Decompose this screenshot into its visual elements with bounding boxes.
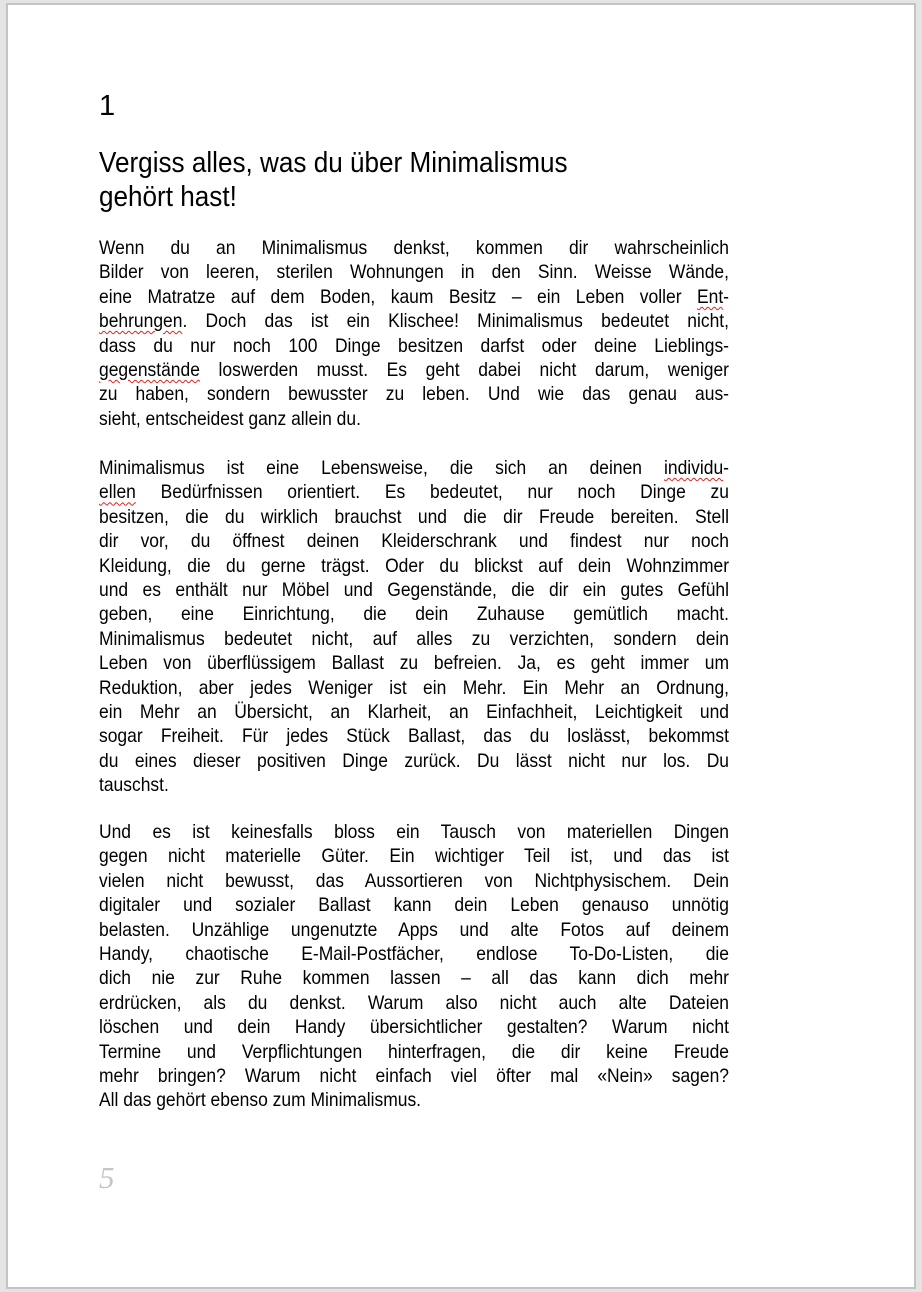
chapter-number: 1	[99, 90, 116, 122]
text-segment: digitaler und sozialer Ballast kann dein Leben genauso unnötig	[99, 894, 729, 917]
text-line	[99, 893, 729, 917]
text-line	[99, 844, 729, 868]
text-segment: Handy, chaotische E-Mail-Postfächer, endlose To-Do-Listen, die	[99, 942, 729, 965]
text-segment: mehr bringen? Warum nicht einfach viel öfter mal «Nein» sagen?	[99, 1064, 729, 1087]
text-segment: sieht, entscheidest ganz allein du.	[99, 407, 361, 430]
spellcheck-flagged-word[interactable]: ellen	[99, 481, 136, 504]
text-segment: du eines dieser positiven Dinge zurück. Du lässt nicht nur los. Du	[99, 749, 729, 772]
text-segment: Termine und Verpflichtungen hinterfragen, die dir keine Freude	[99, 1040, 729, 1063]
text-segment: Wenn du an Minimalismus denkst, kommen dir wahrscheinlich	[99, 237, 729, 259]
text-segment: Und es ist keinesfalls bloss ein Tausch von materiellen Dingen	[99, 821, 729, 843]
text-segment: -	[723, 457, 729, 479]
text-segment: vielen nicht bewusst, das Aussortieren von Nichtphysischem. Dein	[99, 869, 729, 892]
text-segment: tauschst.	[99, 774, 169, 797]
text-segment: -	[723, 285, 729, 308]
text-segment: zu haben, sondern bewusster zu leben. Und wie das genau aus-	[99, 383, 729, 406]
chapter-title-line: Vergiss alles, was du über Minimalismus	[99, 147, 568, 179]
text-segment: gegen nicht materielle Güter. Ein wichtiger Teil ist, und das ist	[99, 845, 729, 868]
text-segment: loswerden musst. Es geht dabei nicht darum, weniger	[199, 358, 729, 381]
text-segment: Minimalismus bedeutet nicht, auf alles zu verzichten, sondern dein	[99, 627, 729, 650]
page-number: 5	[99, 1160, 115, 1195]
paragraph-3	[99, 820, 729, 1113]
text-segment: . Doch das ist ein Klischee! Minimalismus bedeutet nicht,	[182, 310, 729, 333]
spellcheck-flagged-word[interactable]: Ent	[696, 285, 724, 308]
text-segment: sogar Freiheit. Für jedes Stück Ballast, das du loslässt, bekommst	[99, 725, 729, 748]
text-line	[99, 602, 729, 626]
text-line	[99, 966, 729, 990]
paragraph-1	[99, 236, 729, 431]
text-segment: Kleidung, die du gerne trägst. Oder du blickst auf dein Wohnzimmer	[99, 554, 729, 577]
text-line	[99, 309, 729, 333]
text-segment: und es enthält nur Möbel und Gegenstände, die dir ein gutes Gefühl	[99, 578, 729, 601]
text-line	[99, 1015, 729, 1039]
text-line	[99, 700, 729, 724]
text-line	[99, 651, 729, 675]
text-line	[99, 1040, 729, 1064]
text-line	[99, 942, 729, 966]
text-line	[99, 1088, 729, 1112]
spellcheck-flagged-word[interactable]: behrungen	[99, 310, 183, 333]
text-segment: belasten. Unzählige ungenutzte Apps und alte Fotos auf deinem	[99, 918, 729, 941]
text-segment: dir vor, du öffnest deinen Kleiderschrank und findest nur noch	[99, 530, 729, 553]
spellcheck-flagged-word[interactable]: individu	[663, 457, 724, 479]
paragraph-2	[99, 456, 729, 797]
text-line	[99, 334, 729, 358]
text-line	[99, 529, 729, 553]
text-segment: dass du nur noch 100 Dinge besitzen darfst oder deine Lieblings-	[99, 334, 729, 357]
text-line	[99, 1064, 729, 1088]
text-line	[99, 285, 729, 309]
document-page	[6, 3, 916, 1289]
text-line	[99, 554, 729, 578]
text-segment: Bedürfnissen orientiert. Es bedeutet, nur noch Dinge zu	[135, 481, 729, 504]
text-line	[99, 236, 729, 260]
spellcheck-flagged-word[interactable]: gegenstände	[99, 358, 200, 381]
text-segment: geben, eine Einrichtung, die dein Zuhause gemütlich macht.	[99, 603, 729, 626]
text-segment: dich nie zur Ruhe kommen lassen – all das kann dich mehr	[99, 967, 729, 990]
text-segment: besitzen, die du wirklich brauchst und die dir Freude bereiten. Stell	[99, 505, 729, 528]
text-line	[99, 358, 729, 382]
text-segment: Minimalismus ist eine Lebensweise, die sich an deinen	[99, 457, 664, 479]
text-line	[99, 382, 729, 406]
text-line	[99, 456, 729, 480]
text-line	[99, 676, 729, 700]
text-line	[99, 820, 729, 844]
text-line	[99, 869, 729, 893]
chapter-title-line: gehört hast!	[99, 181, 237, 213]
text-line	[99, 505, 729, 529]
text-line	[99, 578, 729, 602]
text-segment: ein Mehr an Übersicht, an Klarheit, an Einfachheit, Leichtigkeit und	[99, 700, 729, 723]
text-line	[99, 918, 729, 942]
text-segment: Leben von überflüssigem Ballast zu befreien. Ja, es geht immer um	[99, 652, 729, 675]
text-line	[99, 480, 729, 504]
text-line	[99, 991, 729, 1015]
text-segment: erdrücken, als du denkst. Warum also nicht auch alte Dateien	[99, 991, 729, 1014]
text-line	[99, 627, 729, 651]
text-segment: All das gehört ebenso zum Minimalismus.	[99, 1089, 422, 1112]
text-line	[99, 407, 729, 431]
text-line	[99, 260, 729, 284]
text-segment: Bilder von leeren, sterilen Wohnungen in den Sinn. Weisse Wände,	[99, 261, 729, 284]
text-segment: löschen und dein Handy übersichtlicher gestalten? Warum nicht	[99, 1016, 729, 1039]
text-segment: eine Matratze auf dem Boden, kaum Besitz – ein Leben voller	[99, 285, 697, 308]
text-segment: Reduktion, aber jedes Weniger ist ein Mehr. Ein Mehr an Ordnung,	[99, 676, 729, 699]
text-line	[99, 724, 729, 748]
chapter-title	[99, 146, 675, 214]
text-line	[99, 773, 729, 797]
text-line	[99, 749, 729, 773]
